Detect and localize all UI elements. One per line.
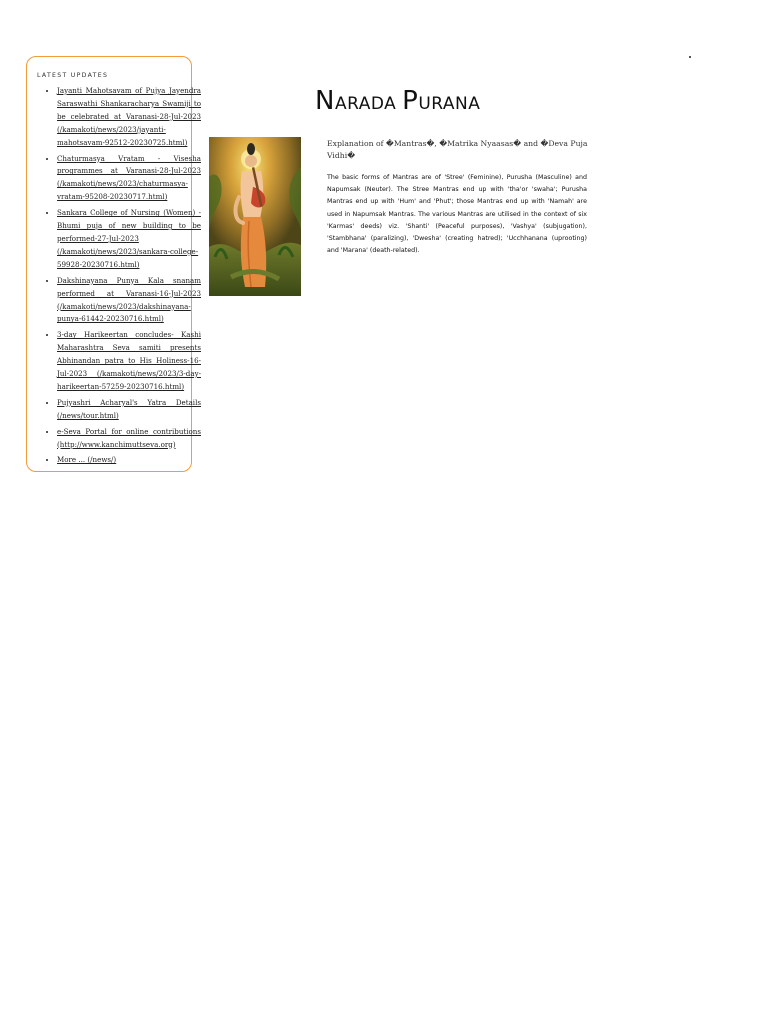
title-word-arada: ARADA <box>334 94 397 114</box>
list-item <box>57 275 201 327</box>
corner-dot <box>689 56 691 58</box>
title-word-urana: URANA <box>418 94 481 114</box>
update-link-chaturmasya-vratam[interactable]: Chaturmasya Vratam - Visesha programmes at Varanasi-28-Jul-2023 (/kamakoti/news/2023/chaturmasya-vratam-95208-20230717.html) <box>57 153 201 202</box>
title-initial-p: P <box>402 86 419 116</box>
update-link-harikeertan[interactable]: 3-day Harikeertan concludes- Kashi Maharashtra Seva samiti presents Abhinandan patra to His Holiness-16-Jul-2023 (/kamakoti/news/2023/3-day-harikeertan-57259-20230716.html) <box>57 330 201 391</box>
list-item <box>57 207 201 272</box>
update-link-yatra-details[interactable]: Pujyashri Acharyal's Yatra Details (/news/tour.html) <box>57 397 201 420</box>
page-title <box>315 86 480 116</box>
latest-updates-panel <box>26 56 201 472</box>
narada-illustration <box>209 137 301 296</box>
article-subtitle: Explanation of �Mantras�, �Matrika Nyaasas� and �Deva Puja Vidhi� <box>327 139 588 160</box>
title-initial-n: N <box>315 86 335 116</box>
list-item <box>57 85 201 150</box>
updates-list <box>41 85 201 470</box>
more-news-link[interactable]: More ... (/news/) <box>57 455 117 465</box>
list-item <box>57 153 201 205</box>
list-item <box>57 426 201 452</box>
latest-updates-title: LATEST UPDATES <box>37 72 109 79</box>
update-link-jayanti-mahotsavam[interactable]: Jayanti Mahotsavam of Pujya Jayendra Saraswathi Shankaracharya Swamiji to be celebrated at Varanasi-28-Jul-2023 (/kamakoti/news/2023/jayanti-mahotsavam-92512-20230725.html) <box>57 86 201 147</box>
update-link-eseva-portal[interactable]: e-Seva Portal for online contributions (http://www.kanchimuttseva.org) <box>57 426 201 449</box>
update-link-sankara-college[interactable]: Sankara College of Nursing (Women) - Bhumi puja of new building to be performed-27-Jul-2023 (/kamakoti/news/2023/sankara-college-59928-20230716.html) <box>57 208 201 269</box>
article-body: The basic forms of Mantras are of 'Stree' (Feminine), Purusha (Masculine) and Napumsak (Neuter). The Stree Mantras end up with 'tha'or 'swaha'; Purusha Mantras end up with 'Hum' and 'Phut'; those Mantras end up with 'Namah' are used in Napumsak Mantras. The various Mantras are utilised in the context of six 'Karmas' deeds) viz. 'Shanti' (Peaceful purposes), 'Vashya' (subjugation), 'Stambhana' (paralizing), 'Dwesha' (creating hatred); 'Ucchhanana (uprooting) and 'Marana' (death-related). <box>327 174 587 255</box>
list-item <box>57 397 201 423</box>
list-item <box>57 329 201 394</box>
list-item <box>57 454 201 467</box>
update-link-dakshinayana[interactable]: Dakshinayana Punya Kala snanam performed at Varanasi-16-Jul-2023 (/kamakoti/news/2023/dakshinayana-punya-61442-20230716.html) <box>57 275 201 324</box>
